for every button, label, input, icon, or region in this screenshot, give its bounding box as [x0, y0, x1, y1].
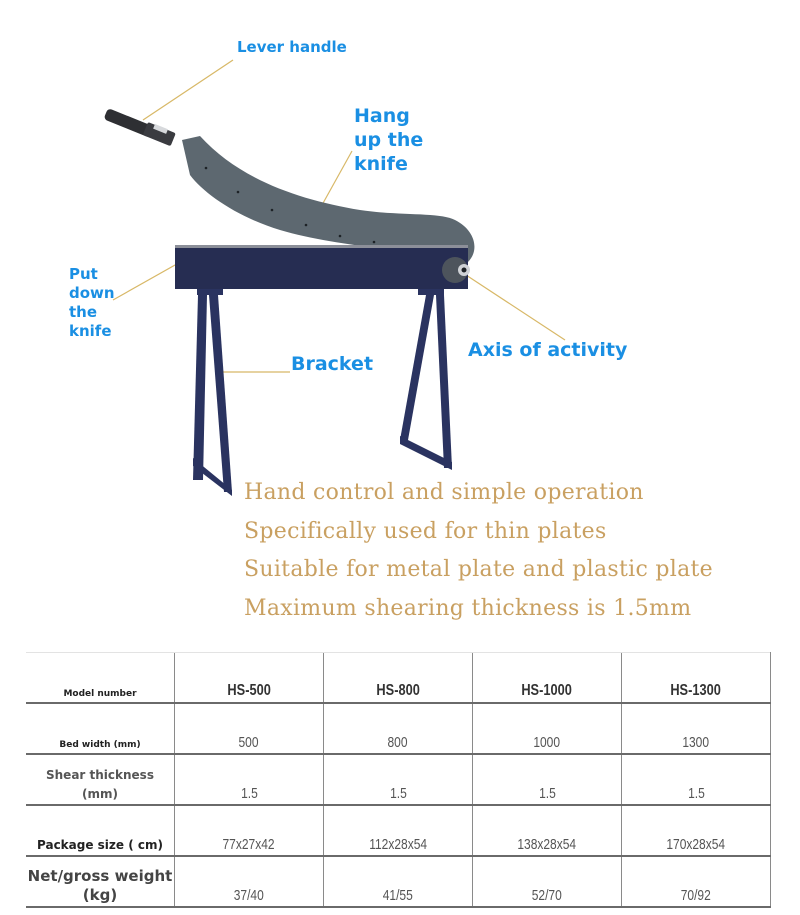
table-cell [622, 805, 771, 856]
model-label: HS-1000 [521, 682, 573, 699]
table-cell [175, 653, 324, 704]
callout-line: Put [69, 265, 98, 283]
table-cell [473, 856, 622, 907]
row-header-label: Model number [63, 689, 137, 699]
left-bracket [193, 289, 232, 496]
row-header [26, 754, 175, 805]
row-header-label: Bed width (mm) [59, 740, 141, 750]
row-header [26, 653, 175, 704]
row-header-label: Shear thickness (mm) [46, 768, 154, 801]
table-cell [622, 754, 771, 805]
callout-put-down-knife [69, 265, 115, 341]
table-row [26, 754, 771, 805]
table-cell [324, 754, 473, 805]
table-cell [622, 653, 771, 704]
model-label: HS-1300 [670, 682, 722, 699]
cell-value: 1.5 [389, 785, 407, 802]
callout-line: Hang [354, 105, 410, 127]
callout-line: knife [69, 322, 112, 340]
model-label: HS-500 [227, 682, 271, 699]
cell-value: 500 [238, 734, 260, 751]
table-cell [175, 856, 324, 907]
table-cell [473, 703, 622, 754]
cell-value: 41/55 [382, 887, 414, 904]
table-cell [622, 856, 771, 907]
cell-value: 1300 [682, 734, 710, 751]
callout-line: the [69, 303, 98, 321]
callout-line: knife [354, 153, 408, 175]
cell-value: 37/40 [233, 887, 265, 904]
bed-beam [175, 247, 468, 289]
row-header-label: Package size ( cm) [37, 838, 163, 852]
model-label: HS-800 [376, 682, 420, 699]
table-row [26, 856, 771, 907]
table-cell [324, 805, 473, 856]
callout-lever-handle: Lever handle [237, 38, 347, 56]
features-list [244, 474, 713, 628]
row-header-label: Net/gross weight (kg) [27, 867, 173, 904]
cell-value: 112x28x54 [369, 836, 427, 853]
table-cell [473, 805, 622, 856]
table-cell [622, 703, 771, 754]
feature-item: Suitable for metal plate and plastic plate [244, 557, 713, 582]
callout-line: up the [354, 129, 424, 151]
feature-item: Maximum shearing thickness is 1.5mm [244, 595, 692, 621]
table-cell [473, 754, 622, 805]
table-row [26, 703, 771, 754]
table-cell [175, 703, 324, 754]
row-header [26, 703, 175, 754]
callout-hang-up-knife [354, 104, 423, 176]
cell-value: 77x27x42 [222, 836, 276, 853]
feature-item: Hand control and simple operation [244, 480, 644, 505]
callout-axis-of-activity: Axis of activity [468, 339, 628, 361]
cell-value: 138x28x54 [517, 836, 577, 853]
table-cell [175, 805, 324, 856]
feature-item: Specifically used for thin plates [244, 518, 607, 544]
cell-value: 1.5 [240, 785, 258, 802]
row-header [26, 805, 175, 856]
row-header [26, 856, 175, 907]
spec-table [26, 652, 771, 908]
cell-value: 800 [387, 734, 409, 751]
table-cell [324, 856, 473, 907]
table-cell [324, 703, 473, 754]
table-cell [473, 653, 622, 704]
right-bracket [400, 289, 452, 470]
table-cell [324, 653, 473, 704]
cell-value: 1.5 [687, 785, 705, 802]
cell-value: 1.5 [538, 785, 556, 802]
cell-value: 1000 [533, 734, 561, 751]
cell-value: 52/70 [531, 887, 563, 904]
cell-value: 70/92 [680, 887, 712, 904]
callout-line: down [69, 284, 115, 302]
lever-handle [104, 108, 176, 146]
table-cell [175, 754, 324, 805]
cell-value: 170x28x54 [666, 836, 726, 853]
table-row [26, 805, 771, 856]
table-row [26, 653, 771, 704]
blade [182, 136, 474, 262]
callout-bracket: Bracket [291, 353, 374, 375]
